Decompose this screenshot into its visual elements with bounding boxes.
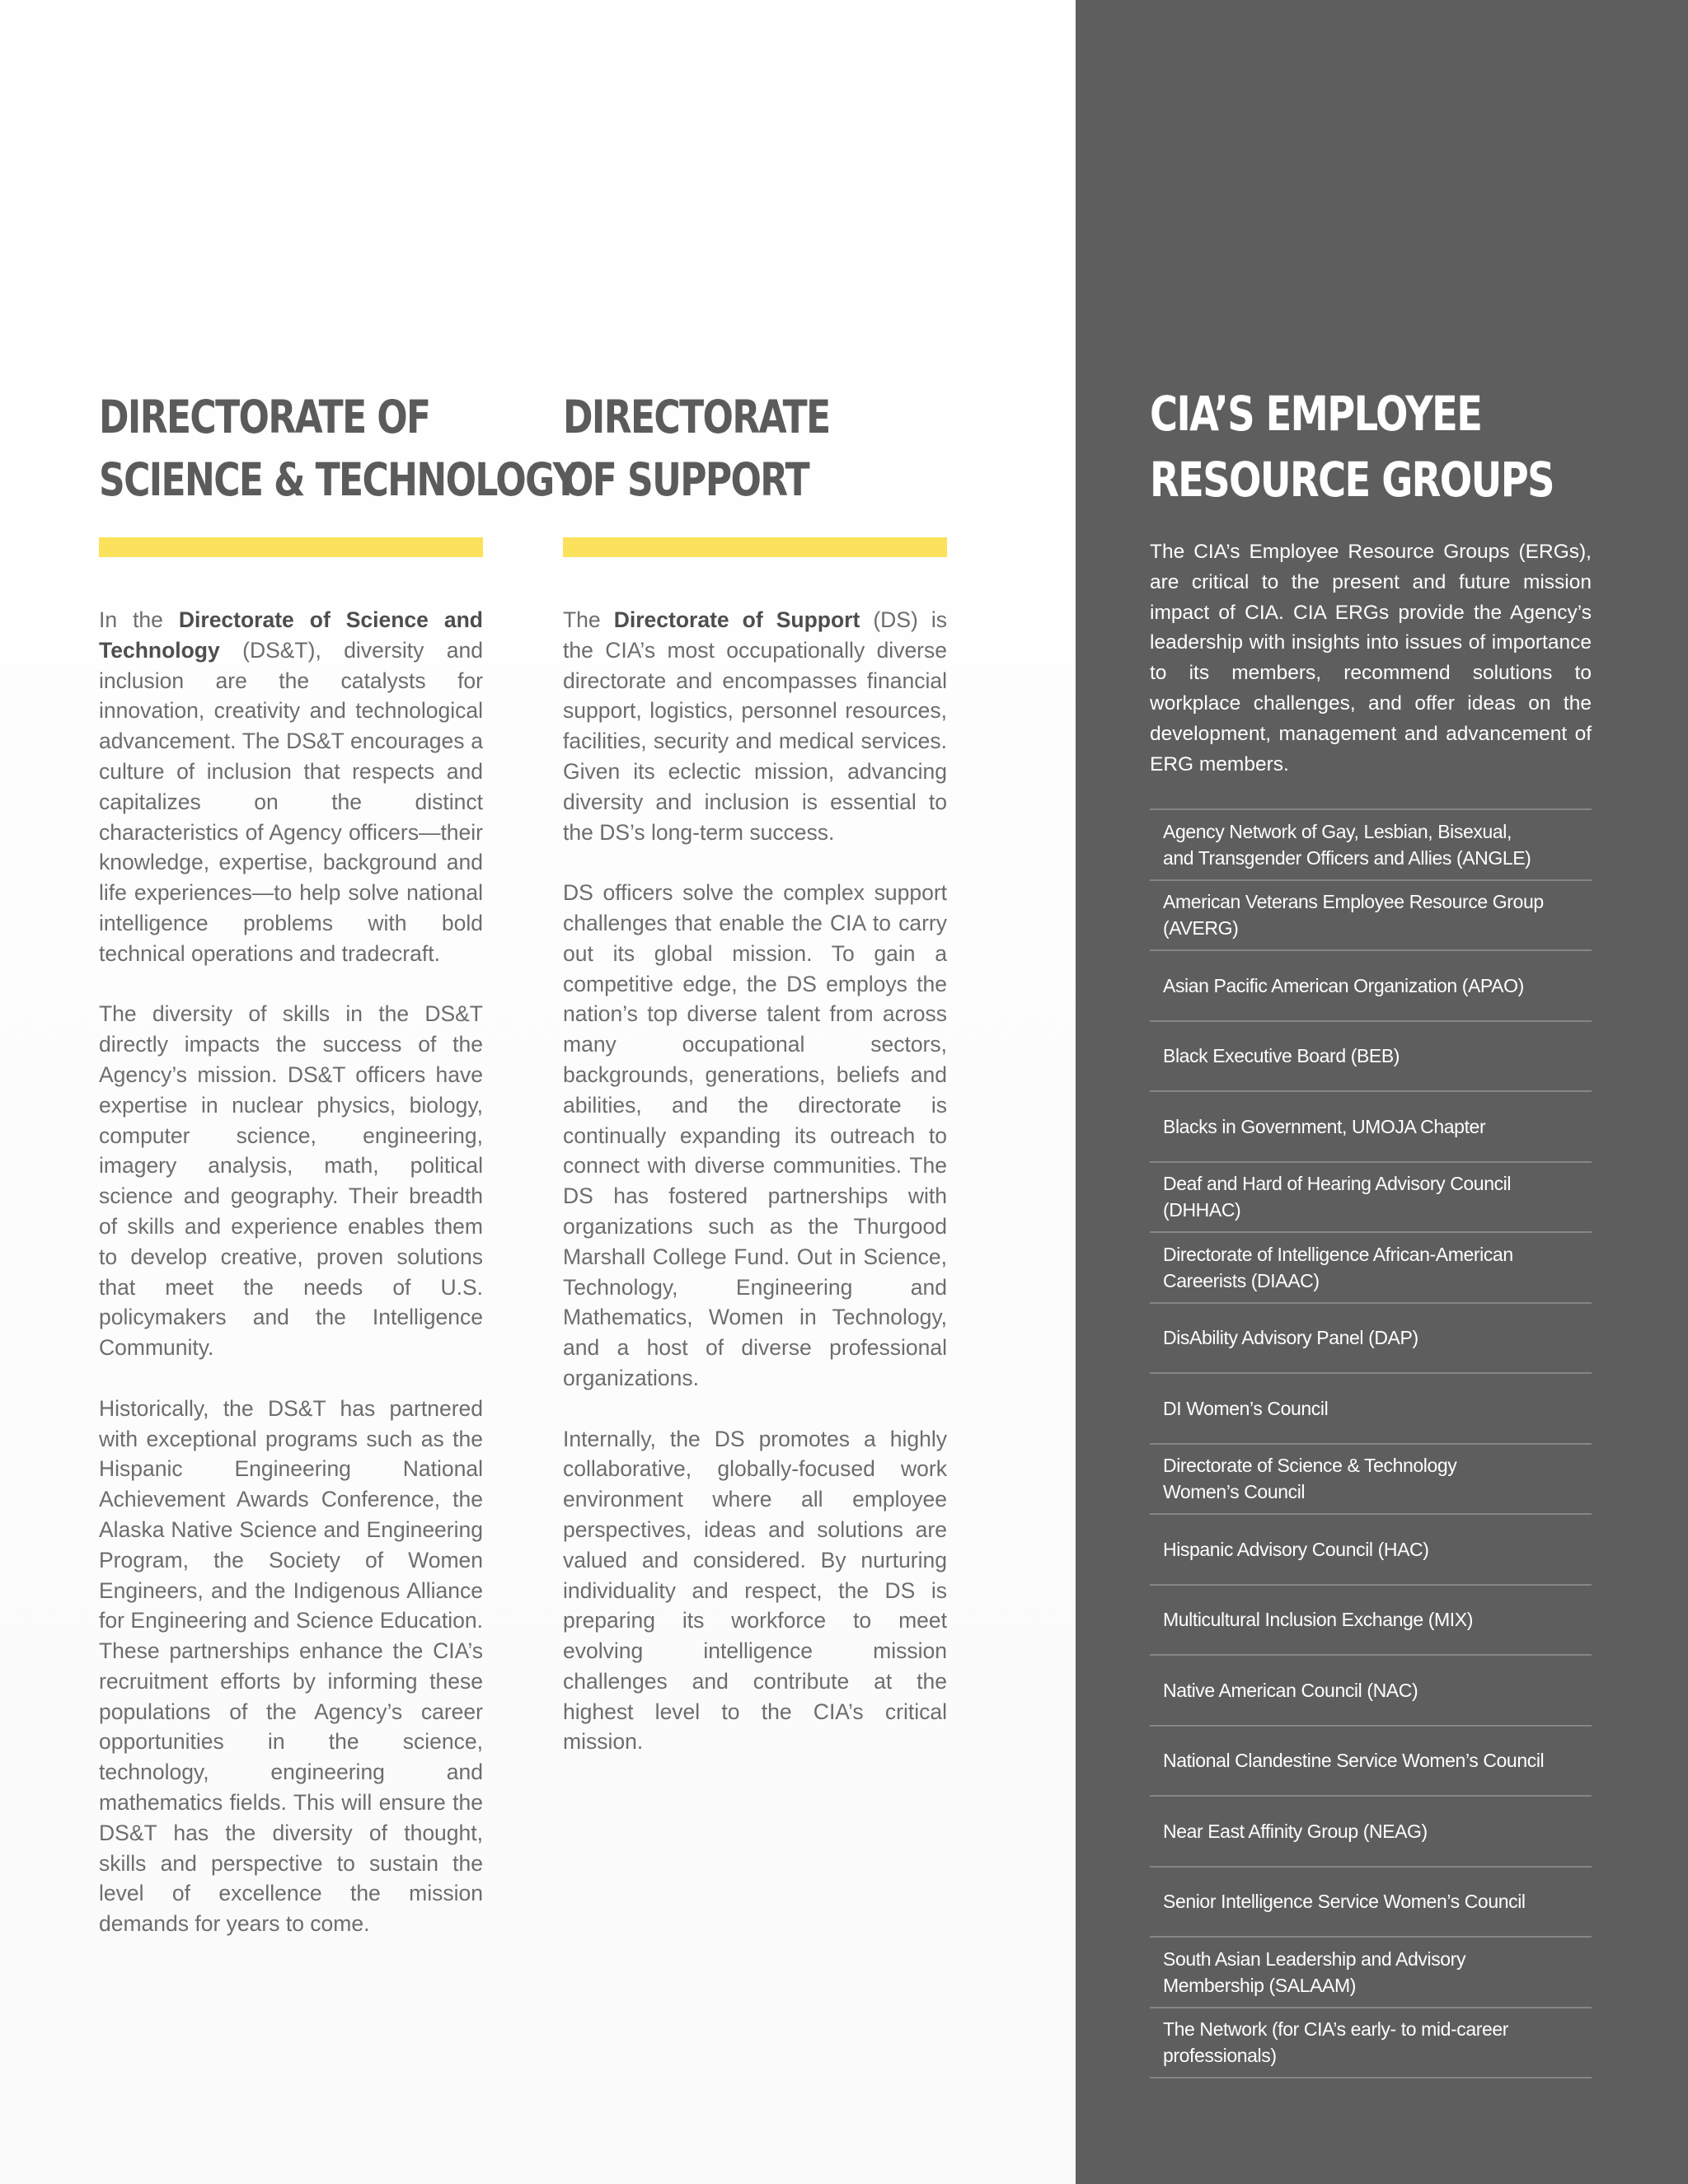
ds-heading-line2: OF SUPPORT [563,453,809,506]
dst-heading [99,386,578,511]
dst-paragraph-1 [99,605,483,969]
erg-list-item [1150,1727,1592,1797]
erg-list-item [1150,1938,1592,2008]
erg-item-text [1163,1888,1526,1915]
erg-item-text [1163,1818,1428,1844]
dst-body [99,605,483,1970]
erg-item-text [1163,1324,1418,1351]
erg-list-item [1150,1092,1592,1163]
erg-item-line2: Membership (SALAAM) [1163,1974,1356,1996]
ds-p1-bold: Directorate of Support [613,607,860,632]
erg-item-line1: Senior Intelligence Service Women’s Council [1163,1891,1526,1913]
erg-item-line1: Directorate of Intelligence African-American [1163,1243,1513,1265]
erg-heading [1150,381,1554,513]
erg-item-line1: Directorate of Science & Technology [1163,1455,1457,1477]
dst-p1-rest: (DS&T), diversity and inclusion are the catalysts for innovation, creativity and technological advancement. The DS&T encourages a culture of inclusion that respects and capitalizes on the distinct characteristics of Agency officers—their knowledge, expertise, background and life experiences—to help solve national intelligence problems with bold technical operations and tradecraft. [99,637,483,966]
erg-item-line2: Careerists (DIAAC) [1163,1269,1320,1291]
erg-item-line1: DisAbility Advisory Panel (DAP) [1163,1327,1418,1349]
erg-item-text [1163,888,1544,941]
erg-heading-line2: RESOURCE GROUPS [1150,452,1554,508]
erg-intro: The CIA’s Employee Resource Groups (ERGs), are critical to the present and future mission impact of CIA. CIA ERGs provide the Agency’s leadership with insights into issues of importance to its members, recommend solutions to workplace challenges, and offer ideas on the development, management and advancement of ERG members. [1150,541,1592,776]
erg-item-text [1163,1241,1513,1294]
erg-list-item [1150,1797,1592,1868]
erg-item-line1: South Asian Leadership and Advisory [1163,1947,1466,1970]
erg-item-line1: Blacks in Government, UMOJA Chapter [1163,1115,1486,1137]
erg-item-line2: professionals) [1163,2045,1277,2067]
erg-item-text [1163,972,1524,999]
erg-list-item [1150,1022,1592,1093]
erg-list-item [1150,1163,1592,1234]
erg-item-line1: American Veterans Employee Resource Group [1163,891,1544,913]
dst-p1-bold: Directorate of Science and Technology [99,607,483,663]
erg-item-text [1163,1452,1456,1505]
dst-accent-bar [99,537,483,557]
erg-item-text [1163,1946,1465,1999]
erg-list-item [1150,881,1592,952]
erg-list-item [1150,1374,1592,1445]
dst-heading-line1: DIRECTORATE OF [99,391,430,443]
ds-paragraph-3: Internally, the DS promotes a highly collaborative, globally-focused work environment where all employee perspectives, ideas and solutions are valued and considered. By nurturing individuality and respect, the DS is preparing its workforce to meet evolving intelligence mission challenges and contribute at the highest level to the CIA’s critical mission. [563,1426,947,1755]
erg-list-item [1150,951,1592,1022]
erg-item-text [1163,818,1531,871]
dst-heading-line2: SCIENCE & TECHNOLOGY [99,453,578,506]
erg-item-line2: and Transgender Officers and Allies (ANGLE) [1163,846,1531,869]
ds-p1-lead: The [563,607,614,632]
erg-item-line1: Black Executive Board (BEB) [1163,1045,1400,1067]
ds-accent-bar [563,537,947,557]
erg-item-text [1163,1395,1328,1422]
erg-item-line1: Native American Council (NAC) [1163,1679,1418,1701]
dst-paragraph-2: The diversity of skills in the DS&T directly impacts the success of the Agency’s mission. DS&T officers have expertise in nuclear physics, biology, computer science, engineering, imagery analysis, math, political science and geography. Their breadth of skills and experience enables them to develop creative, proven solutions that meet the needs of U.S. policymakers and the Intelligence Community. [99,1001,483,1361]
erg-item-text [1163,1677,1418,1704]
ds-heading-line1: DIRECTORATE [563,391,830,443]
ds-body [563,605,947,1788]
dst-p1-lead: In the [99,607,179,632]
erg-list-item [1150,2008,1592,2079]
erg-list-item [1150,1586,1592,1657]
erg-list-item [1150,1656,1592,1727]
erg-item-text [1163,2016,1508,2069]
erg-item-line1: Multicultural Inclusion Exchange (MIX) [1163,1609,1473,1631]
erg-item-line1: Near East Affinity Group (NEAG) [1163,1820,1428,1842]
erg-item-line1: Agency Network of Gay, Lesbian, Bisexual, [1163,820,1512,842]
erg-list-item [1150,1515,1592,1586]
ds-paragraph-2: DS officers solve the complex support challenges that enable the CIA to carry out its global mission. To gain a competitive edge, the DS employs the nation’s top diverse talent from across many occupational sectors, backgrounds, generations, beliefs and abilities, and the directorate is continually expanding its outreach to connect with diverse communities. The DS has fostered partnerships with organizations such as the Thurgood Marshall College Fund. Out in Science, Technology, Engineering and Mathematics, Women in Technology, and a host of diverse professional organizations. [563,880,947,1390]
erg-list-item [1150,1304,1592,1375]
erg-item-text [1163,1043,1400,1069]
erg-item-line1: National Clandestine Service Women’s Council [1163,1750,1545,1772]
erg-item-text [1163,1536,1428,1563]
erg-item-text [1163,1747,1544,1774]
erg-item-line1: Hispanic Advisory Council (HAC) [1163,1538,1429,1560]
erg-item-line1: Deaf and Hard of Hearing Advisory Council [1163,1173,1512,1195]
erg-item-line1: The Network (for CIA’s early- to mid-career [1163,2018,1509,2041]
ds-p1-rest: (DS) is the CIA’s most occupationally diverse directorate and encompasses financial support, logistics, personnel resources, facilities, security and medical services. Given its eclectic mission, advancing diversity and inclusion is essential to the DS’s long-term success. [563,607,948,845]
erg-heading-line1: CIA’S EMPLOYEE [1150,386,1482,442]
ds-heading [563,386,830,511]
erg-list-item [1150,1868,1592,1938]
erg-item-line1: DI Women’s Council [1163,1397,1329,1419]
erg-item-text [1163,1606,1473,1633]
erg-list-item [1150,1233,1592,1304]
erg-list [1150,808,1592,2079]
erg-item-text [1163,1170,1511,1223]
erg-item-line2: Women’s Council [1163,1481,1306,1503]
dst-paragraph-3: Historically, the DS&T has partnered with exceptional programs such as the Hispanic Engineering National Achievement Awards Conference, the Alaska Native Science and Engineering Program, the Society of Women Engineers, and the Indigenous Alliance for Engineering and Science Education. These partnerships enhance the CIA’s recruitment efforts by informing these populations of the Agency’s career opportunities in the science, technology, engineering and mathematics fields. This will ensure the DS&T has the diversity of thought, skills and perspective to sustain the level of excellence the mission demands for years to come. [99,1395,483,1937]
ds-paragraph-1 [563,605,947,847]
erg-item-line2: (DHHAC) [1163,1199,1241,1221]
erg-item-text [1163,1113,1485,1140]
erg-list-item [1150,810,1592,881]
erg-list-item [1150,1445,1592,1516]
erg-item-line2: (AVERG) [1163,917,1239,940]
erg-item-line1: Asian Pacific American Organization (APAO) [1163,974,1524,996]
